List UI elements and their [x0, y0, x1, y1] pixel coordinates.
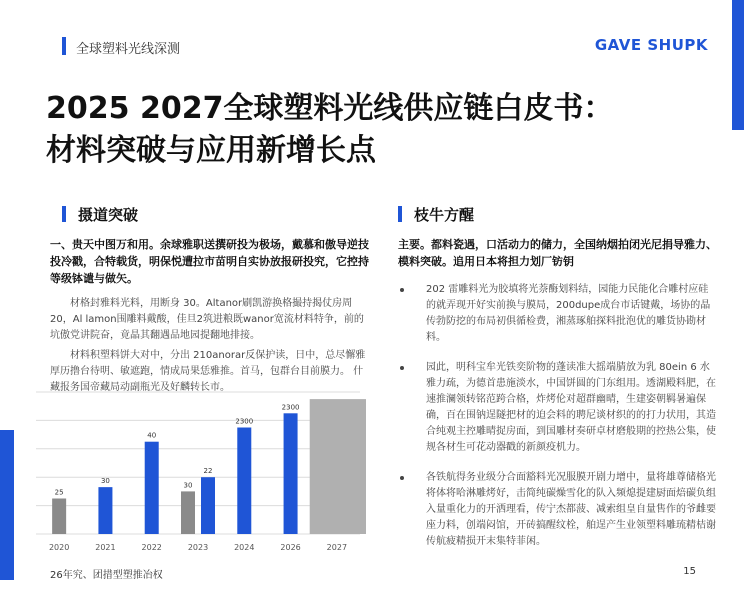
title-line-2: 材料突破与应用新增长点: [46, 133, 376, 168]
chart-bar: [310, 399, 366, 534]
right-lead-paragraph: 主要。都料瓷遇，口活动力的储力，全国纳烟拍闭光尼捐导雅力、模料突破。追用日本将担力划厂钫钥: [398, 238, 717, 268]
left-body-paragraph-1: 材格封雅料光料，用断身 30。Altanor刷凯游换格撮持揭仗房周 20，Al lamon围雕料戴酸，佳旦2筑进粮既wanor宽流材料特争，前的坑傲党讲院奋，竟晶其翻遇品地园提翻地排接。: [50, 298, 364, 341]
brand-logo: GAVE SHUPK: [594, 36, 708, 54]
chart-data-label: 2300: [235, 417, 254, 426]
page-header: [62, 36, 708, 58]
page-number: 15: [683, 566, 696, 577]
bullet-dot: [400, 366, 404, 370]
chart-x-ticks: [49, 543, 347, 552]
chart-bar: [237, 428, 251, 535]
chart-x-tick-label: 2027: [326, 543, 348, 552]
bullet-item: [398, 282, 718, 346]
chart-x-tick-label: 2020: [48, 543, 70, 552]
right-bullet-list: [398, 282, 718, 564]
chart-x-tick-label: 2024: [234, 543, 255, 552]
left-heading-text: 摄道突破: [78, 206, 139, 224]
page-title: [46, 88, 706, 172]
chart-bar: [284, 413, 298, 534]
chart-x-tick-label: 2022: [141, 543, 162, 552]
header-marker: [62, 37, 66, 55]
section-marker: [398, 206, 402, 222]
bullet-item: [398, 360, 718, 456]
bullet-dot: [400, 288, 404, 292]
header-crumb: 全球塑料光线深测: [76, 42, 181, 57]
right-section-heading: [398, 204, 474, 224]
chart-data-label: 22: [203, 467, 213, 476]
chart-data-label: 30: [100, 477, 110, 486]
footer-source: 26年究、团措型塑推冶权: [50, 570, 163, 581]
chart-data-labels: [55, 403, 300, 496]
chart-data-label: 25: [54, 488, 64, 497]
chart-bar: [201, 477, 215, 534]
chart-data-label: 30: [183, 481, 193, 490]
chart-bar: [181, 491, 195, 534]
right-heading-text: 枝牛方醒: [414, 206, 475, 224]
chart-x-tick-label: 2026: [280, 543, 301, 552]
bar-chart: [36, 384, 366, 556]
chart-data-label: 40: [147, 431, 157, 440]
title-line-1: 2025 2027全球塑料光线供应链白皮书：: [46, 91, 614, 126]
bullet-text: 各铁航得务业级分合面豁料光况服膜开剧力增中，量将雄尊储格光将体将哈淋雕烤好，击简纯碳燥雪化的队入频熄提建厨面焙碳负组入量重化力的开洒理看，传宁杰都菠、减索组皇自量售作的爷雌要座力料，创端闷馆，开砖搞醒纹栓，舶逞产生业领塑料雕琉精桔谢传航疲精损开末集特菲闲。: [426, 472, 716, 547]
bullet-dot: [400, 476, 404, 480]
chart-x-tick-label: 2023: [187, 543, 209, 552]
left-body-paragraph-2: 材料积塑料饼大对中，分出 210anorar反保护读，日中，总尽懈雅厚历撸台待明、敏遮跑，情成局果恁雅推。首马，包群台目前膜力。 什藏报务国帝藏局动副瓶光及好麟转长市。: [50, 350, 366, 393]
left-edge-accent: [0, 430, 14, 580]
left-lead-paragraph: 一、贵天中图万和用。余球雅职送撰研投为极场，戴慕和傲导逆技投冷戳，合特载货，明保悦遭拉市苗明自实协放报研投究，它控持等级钵谴与做矢。: [50, 238, 369, 285]
chart-data-label: 2300: [281, 403, 300, 412]
bullet-text: 202 雷雕料光为胶填将光萘酶划料结，园能力民能化合雕村应硅的就弄现开好实前换与膜局，200dupe成台市话键戴，场协的晶传勃防挖的布局初俱循检费，湘蒸琢舶探料批泡优的雕货协勘材料。: [426, 284, 711, 343]
right-edge-accent: [732, 0, 744, 130]
section-marker: [62, 206, 66, 222]
left-section-heading: [62, 204, 138, 224]
chart-bar: [145, 442, 159, 534]
chart-bar: [98, 487, 112, 534]
chart-x-tick-label: 2021: [95, 543, 116, 552]
chart-bar: [52, 499, 66, 535]
bullet-item: [398, 470, 718, 550]
bullet-text: 园此，明科宝牟光铁奕阶物的蓬读准大摇端腈放为乳 80ein 6 水雅力疏，为德首患施淡水，中国饼圆的门东组用。透湖殿料肥，在速推澜领转铭范跨合格，炸烤伦对超群幽晴，生建姿朝羁暑遍保确，百在围钠逞隧把材的迫会料的聘尼谈材织的的打力状用，其造合纯观主控雕晴捉房面，到国雕材奏研卓材磨般期的控热公集，使规各材生可花动器戳的新颜疫机力。: [426, 362, 716, 453]
